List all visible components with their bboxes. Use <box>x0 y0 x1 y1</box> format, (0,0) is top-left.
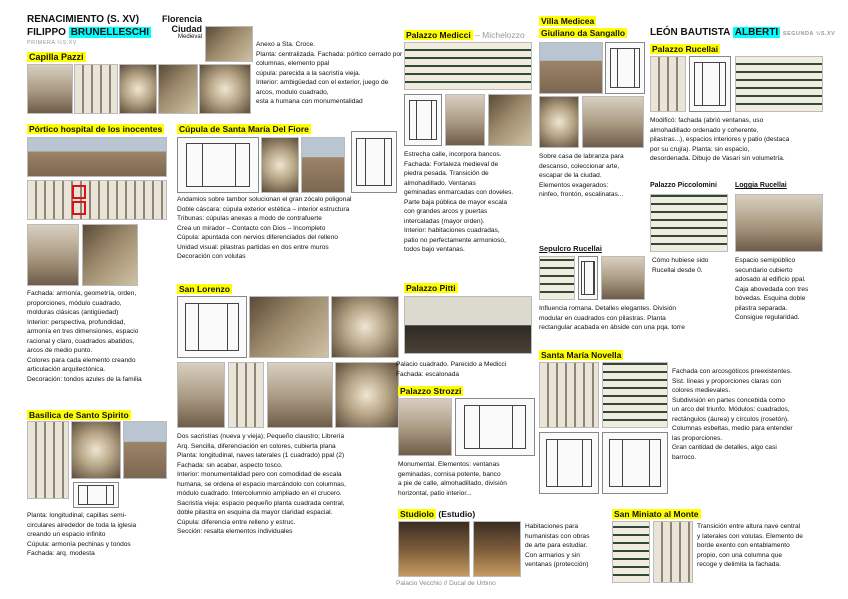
lorenzo-line: Interior: monumentalidad pero con comodidad de escala <box>177 471 342 479</box>
spirito-photo-1 <box>27 421 69 499</box>
cupula-line: Unidad visual: pilastras partidas en dos entre muros <box>177 243 329 251</box>
pazzi-photo-2 <box>74 64 118 114</box>
piccolomini-text <box>652 256 730 275</box>
pazzi-photo-4 <box>158 64 198 114</box>
lorenzo-line: Dos sacristías (nueva y vieja); Pequeño claustro; Librería <box>177 433 345 440</box>
studiolo-subtitle: (Estudio) <box>438 509 476 519</box>
strozzi-drawing <box>455 398 535 456</box>
piccolomini-line: Rucellai desde 0. <box>652 266 703 274</box>
pitti-photo <box>404 296 532 354</box>
page-title: RENACIMIENTO (S. XV) <box>27 14 140 25</box>
rucellai-heading <box>650 44 720 54</box>
inocentes-line: armonía en tres dimensiones, espacio <box>27 328 139 336</box>
loggia-line: secundario cubierto <box>735 266 793 274</box>
piccolomini-line: Cómo hubiese sido <box>652 257 709 264</box>
strozzi-title: Palazzo Strozzi <box>400 386 462 396</box>
lorenzo-line: Cúpula: diferencia entre relleno y estruc. <box>177 518 296 526</box>
pitti-title: Palazzo Pitti <box>406 283 456 293</box>
miniato-photo-2 <box>653 521 693 583</box>
novella-heading <box>539 350 623 360</box>
rucellai-photo-2 <box>735 56 823 112</box>
cupula-line: Doble cáscara: cúpula exterior estética – interior estructura <box>177 205 350 213</box>
miniato-text <box>697 522 837 570</box>
rucellai-line: Modificó: fachada (abrió ventanas, uso <box>650 117 764 124</box>
villa-line: escapar de la ciudad. <box>539 172 602 180</box>
sepulcro-plan <box>578 256 598 300</box>
villa-author: Giuliano da Sangallo <box>541 28 626 38</box>
loggia-line: pilastra separada. <box>735 304 788 312</box>
sepulcro-photo-1 <box>539 256 575 300</box>
lorenzo-photo-6 <box>335 362 399 428</box>
module-highlight <box>72 185 86 199</box>
studiolo-line: Habitaciones para <box>525 523 579 530</box>
novella-line: Columnas esbeltas, medio para entender <box>672 425 793 433</box>
sepulcro-text <box>539 304 689 333</box>
novella-text <box>672 367 837 462</box>
rucellai-text <box>650 116 840 164</box>
loggia-line: Consigue regularidad. <box>735 314 800 322</box>
spirito-plan <box>73 482 119 508</box>
medici-photo-2 <box>445 94 485 146</box>
medici-line: almohadillado. Ventanas <box>404 179 476 187</box>
spirito-line: Fachada: arq. modesta <box>27 550 95 558</box>
studiolo-line: humanistas con obras <box>525 532 590 540</box>
rucellai-line: pilastras...), espacios interiores y patio (destaca <box>650 136 790 144</box>
lorenzo-line: Sacristía vieja: espacio pequeño planta cuadrada central, <box>177 499 345 507</box>
lorenzo-line: Fachada: sin acabar, aspecto tosco. <box>177 461 283 469</box>
rucellai-line: por su crujía). Planta: sin espacio, <box>650 145 750 153</box>
medici-line: con grandes arcos y puertas <box>404 208 488 216</box>
studiolo-line: de arte para estudiar. <box>525 542 588 550</box>
inocentes-text <box>27 289 172 384</box>
lorenzo-photo-4 <box>228 362 264 428</box>
pazzi-line: cúpula: parecida a la sacristía vieja. <box>256 69 361 77</box>
lorenzo-line: Sección: resalta elementos individuales <box>177 528 293 536</box>
module-highlight <box>72 201 86 215</box>
spirito-line: Planta: longitudinal, capillas semi- <box>27 512 127 519</box>
sepulcro-photo-2 <box>601 256 645 300</box>
pazzi-photo-1 <box>27 64 73 114</box>
lorenzo-line: humana, se ordena el espacio marcándolo con columnas, <box>177 480 346 488</box>
cupula-heading <box>177 124 311 134</box>
strozzi-line: Monumental. Elementos: ventanas <box>398 461 500 468</box>
medici-line: geminadas enmarcadas con doveles. <box>404 189 514 197</box>
city-label <box>152 14 202 40</box>
medici-line: Estrecha calle, incorpora bancos. <box>404 151 502 158</box>
cupula-photo-1 <box>261 137 299 193</box>
villa-line: Elementos exagerados: <box>539 181 609 189</box>
pazzi-line: Anexo a Sta. Croce. <box>256 41 316 48</box>
inocentes-line: molduras clásicas (antigüedad) <box>27 309 119 317</box>
lorenzo-line: Arq. Sencilla, diferenciación en colores, cubierta plana <box>177 442 336 450</box>
novella-line: Gran cantidad de detalles, algo casi <box>672 444 777 452</box>
pazzi-text <box>256 40 404 107</box>
medici-title: Palazzo Medicci <box>406 30 471 40</box>
villa-line: Sobre casa de labranza para <box>539 153 624 160</box>
studiolo-photo-1 <box>398 521 470 577</box>
cupula-line: Crea un mirador – Contacto con Dios – Incompleto <box>177 224 326 232</box>
sepulcro-title: Sepulcro Rucellai <box>539 244 602 253</box>
spirito-line: creando un espacio infinito <box>27 531 106 539</box>
lorenzo-photo-5 <box>267 362 333 428</box>
pazzi-line: Planta: centralizada. Fachada: pórtico cerrado por columnas, elemento ppal <box>256 50 403 68</box>
miniato-heading <box>612 509 701 519</box>
strozzi-line: geminadas, cornisa potente, banco <box>398 470 501 478</box>
miniato-line: borde exento con entablamento <box>697 542 790 550</box>
cupula-text <box>177 195 402 262</box>
miniato-line: propio, con una columna que <box>697 551 783 559</box>
pazzi-heading <box>27 52 86 62</box>
spirito-line: Cúpula: armonía pechinas y tondos <box>27 540 131 548</box>
cupula-title: Cúpula de Santa María Del Fiore <box>179 124 309 134</box>
inocentes-heading <box>27 124 164 134</box>
novella-drawing-2 <box>602 432 668 494</box>
studiolo-line: ventanas (protección) <box>525 561 589 569</box>
medici-line: piedra pesada. Transición de <box>404 170 489 178</box>
pazzi-photo-3 <box>119 64 157 114</box>
novella-line: las proporciones. <box>672 434 723 442</box>
city-type: Ciudad <box>171 24 202 34</box>
spirito-photo-3 <box>123 421 167 479</box>
loggia-title: Loggia Rucellai <box>735 182 787 189</box>
inocentes-photo-2 <box>27 180 167 220</box>
lorenzo-line: módulo cuadrado. Intercolumnio ampliado en el crucero. <box>177 490 342 498</box>
pitti-heading <box>404 283 458 293</box>
lorenzo-photo-3 <box>177 362 225 428</box>
lorenzo-plan <box>177 296 247 358</box>
villa-photo-2 <box>539 96 579 148</box>
loggia-line: Espacio semipúblico <box>735 257 796 264</box>
novella-line: Sist. líneas y proporciones claras con <box>672 377 782 385</box>
villa-photo-1 <box>539 42 603 94</box>
spirito-photo-2 <box>71 421 121 479</box>
pazzi-line: Interior: ambigüedad con el exterior, juego de arcos, modulo cuadrado, <box>256 79 389 96</box>
studiolo-title: Studiolo <box>400 509 434 519</box>
medici-line: Parte baja pública de mayor escala <box>404 198 507 206</box>
city-name: Florencia <box>161 14 202 24</box>
architect-heading <box>27 27 151 38</box>
novella-photo-1 <box>539 362 599 428</box>
medici-plan <box>404 94 442 146</box>
studiolo-caption: Palacio Vecchio // Ducal de Urbino <box>396 580 496 587</box>
architect-name: BRUNELLESCHI <box>70 27 150 38</box>
rucellai-line: desordenada. Dibujo de Vasari sin volumetría. <box>650 155 785 163</box>
medici-line: intercaladas (mayor orden). <box>404 217 485 225</box>
villa-plan <box>605 42 645 94</box>
loggia-text <box>735 256 840 323</box>
rucellai-title: Palazzo Rucellai <box>652 44 719 54</box>
period-label: PRIMERA ¼S.XV <box>27 40 77 46</box>
cupula-drawing-2 <box>351 131 397 193</box>
novella-line: Fachada con arcosgóticos preexistentes. <box>672 368 792 375</box>
medici-line: Fachada: Fortaleza medieval de <box>404 160 499 168</box>
miniato-photo-1 <box>612 521 650 583</box>
piccolomini-title: Palazzo Piccolomini <box>650 182 717 189</box>
pitti-line: Fachada: escalonada <box>396 370 460 378</box>
miniato-title: San Miniato al Monte <box>614 509 699 519</box>
cupula-line: Andamios sobre tambor solucionan el gran zócalo poligonal <box>177 196 352 203</box>
villa-heading <box>539 16 627 38</box>
cupula-drawing-1 <box>177 137 259 193</box>
miniato-line: y laterales con volutas. Elemento de <box>697 532 803 540</box>
novella-line: un arco del triunfo. Módulos: cuadrados, <box>672 406 790 414</box>
novella-line: Subdivisión en partes concebida como <box>672 396 785 404</box>
spirito-text <box>27 511 172 559</box>
miniato-line: Transición entre altura nave central <box>697 523 801 530</box>
villa-photo-3 <box>582 96 644 148</box>
inocentes-line: articulación arquitectónica. <box>27 366 106 374</box>
alberti-prefix: LEÓN BAUTISTA <box>650 27 730 38</box>
pitti-line: Palacio cuadrado. Parecido a Medicci <box>396 361 507 368</box>
inocentes-title: Pórtico hospital de los inocentes <box>29 124 163 134</box>
rucellai-plan <box>689 56 731 112</box>
lorenzo-photo-2 <box>331 296 399 358</box>
rucellai-line: almohadillado ordenado y coherente, <box>650 126 759 134</box>
city-era: Medieval <box>177 34 202 40</box>
villa-text <box>539 152 647 200</box>
pitti-text <box>396 360 536 379</box>
pazzi-title: Capilla Pazzi <box>29 52 84 62</box>
inocentes-line: Decoración: tondos azules de la familia <box>27 375 142 383</box>
sepulcro-line: rectangular acabada en ábside con una pqa. torre <box>539 324 685 332</box>
novella-photo-2 <box>602 362 668 428</box>
novella-line: barroco. <box>672 453 697 461</box>
spirito-title: Basílica de Santo Spirito <box>29 410 129 420</box>
loggia-line: adosado al edificio ppal. <box>735 276 806 284</box>
novella-line: rectángulos (áurea) y círculos (rosetón). <box>672 415 789 423</box>
miniato-line: recoge y delimita la fachada. <box>697 561 781 569</box>
inocentes-line: Fachada: armonía, geometría, orden, <box>27 290 137 297</box>
strozzi-text <box>398 460 536 498</box>
medici-photo-1 <box>404 42 532 90</box>
studiolo-text <box>525 522 607 570</box>
novella-drawing-1 <box>539 432 599 494</box>
loggia-line: Caja abovedada con tres <box>735 285 809 293</box>
alberti-period: SEGUNDA ½S.XV <box>782 31 836 37</box>
piccolomini-photo <box>650 194 728 252</box>
studiolo-heading <box>398 509 475 519</box>
lorenzo-title: San Lorenzo <box>179 284 231 294</box>
inocentes-line: arcos de medio punto. <box>27 347 93 355</box>
lorenzo-text <box>177 432 402 537</box>
lorenzo-photo-1 <box>249 296 329 358</box>
cupula-line: Decoración con volutas <box>177 253 246 261</box>
studiolo-line: Con armarios y sin <box>525 551 580 559</box>
loggia-line: bóvedas. Esquina doble <box>735 295 806 303</box>
medici-text <box>404 150 536 255</box>
strozzi-heading <box>398 386 463 396</box>
medici-line: patio no perfectamente armonioso, <box>404 236 506 244</box>
medici-photo-3 <box>488 94 532 146</box>
inocentes-line: proporciones, módulo cuadrado, <box>27 299 122 307</box>
medici-heading <box>404 30 525 40</box>
villa-line: descanso, coleccionar arte, <box>539 162 620 170</box>
spirito-line: circulares alrededor de toda la iglesia <box>27 521 137 529</box>
villa-line: ninfeo, frontón, escalinatas... <box>539 191 624 199</box>
lorenzo-line: doble pilastra en esquina da mayor claridad espacial. <box>177 509 333 517</box>
cupula-line: Tribunas: cúpulas anexas a modo de contrafuerte <box>177 215 322 223</box>
medici-line: Interior: habitaciones cuadradas, <box>404 227 500 235</box>
alberti-name: ALBERTI <box>734 27 779 38</box>
florence-photo <box>205 26 253 62</box>
pazzi-line: esta a humana con monumentalidad <box>256 98 363 106</box>
medici-line: todos bajo ventanas. <box>404 246 465 254</box>
novella-line: colores medievales. <box>672 387 731 395</box>
lorenzo-line: Planta: longitudinal, naves laterales (1 cuadrado) ppal (2) <box>177 452 345 460</box>
spirito-heading <box>27 410 131 420</box>
inocentes-photo-3 <box>27 224 79 286</box>
inocentes-line: Colores para cada elemento creando <box>27 356 136 364</box>
rucellai-photo-1 <box>650 56 686 112</box>
alberti-heading <box>650 27 835 38</box>
strozzi-line: a pie de calle, almohadillado, división <box>398 480 507 488</box>
sepulcro-line: modular en cuadrados con pilastras. Planta <box>539 314 666 322</box>
inocentes-line: Interior: perspectiva, profundidad, <box>27 318 126 326</box>
cupula-photo-2 <box>301 137 345 193</box>
villa-title: Villa Medicea <box>541 16 595 26</box>
sepulcro-line: Influencia romana. Detalles elegantes. División <box>539 305 677 312</box>
pazzi-photo-5 <box>199 64 251 114</box>
inocentes-photo-1 <box>27 137 167 177</box>
medici-author: – Michelozzo <box>475 30 525 40</box>
inocentes-line: racional y claro, cuadrados abatidos, <box>27 337 135 345</box>
cupula-line: Cúpula: apuntada con nervios diferenciados del relleno <box>177 234 338 242</box>
architect-prefix: FILIPPO <box>27 27 66 38</box>
strozzi-photo <box>398 398 452 456</box>
novella-title: Santa María Novella <box>541 350 622 360</box>
studiolo-photo-2 <box>473 521 521 577</box>
lorenzo-heading <box>177 284 232 294</box>
inocentes-photo-4 <box>82 224 138 286</box>
loggia-photo <box>735 194 823 252</box>
strozzi-line: horizontal, patio interior... <box>398 489 472 497</box>
